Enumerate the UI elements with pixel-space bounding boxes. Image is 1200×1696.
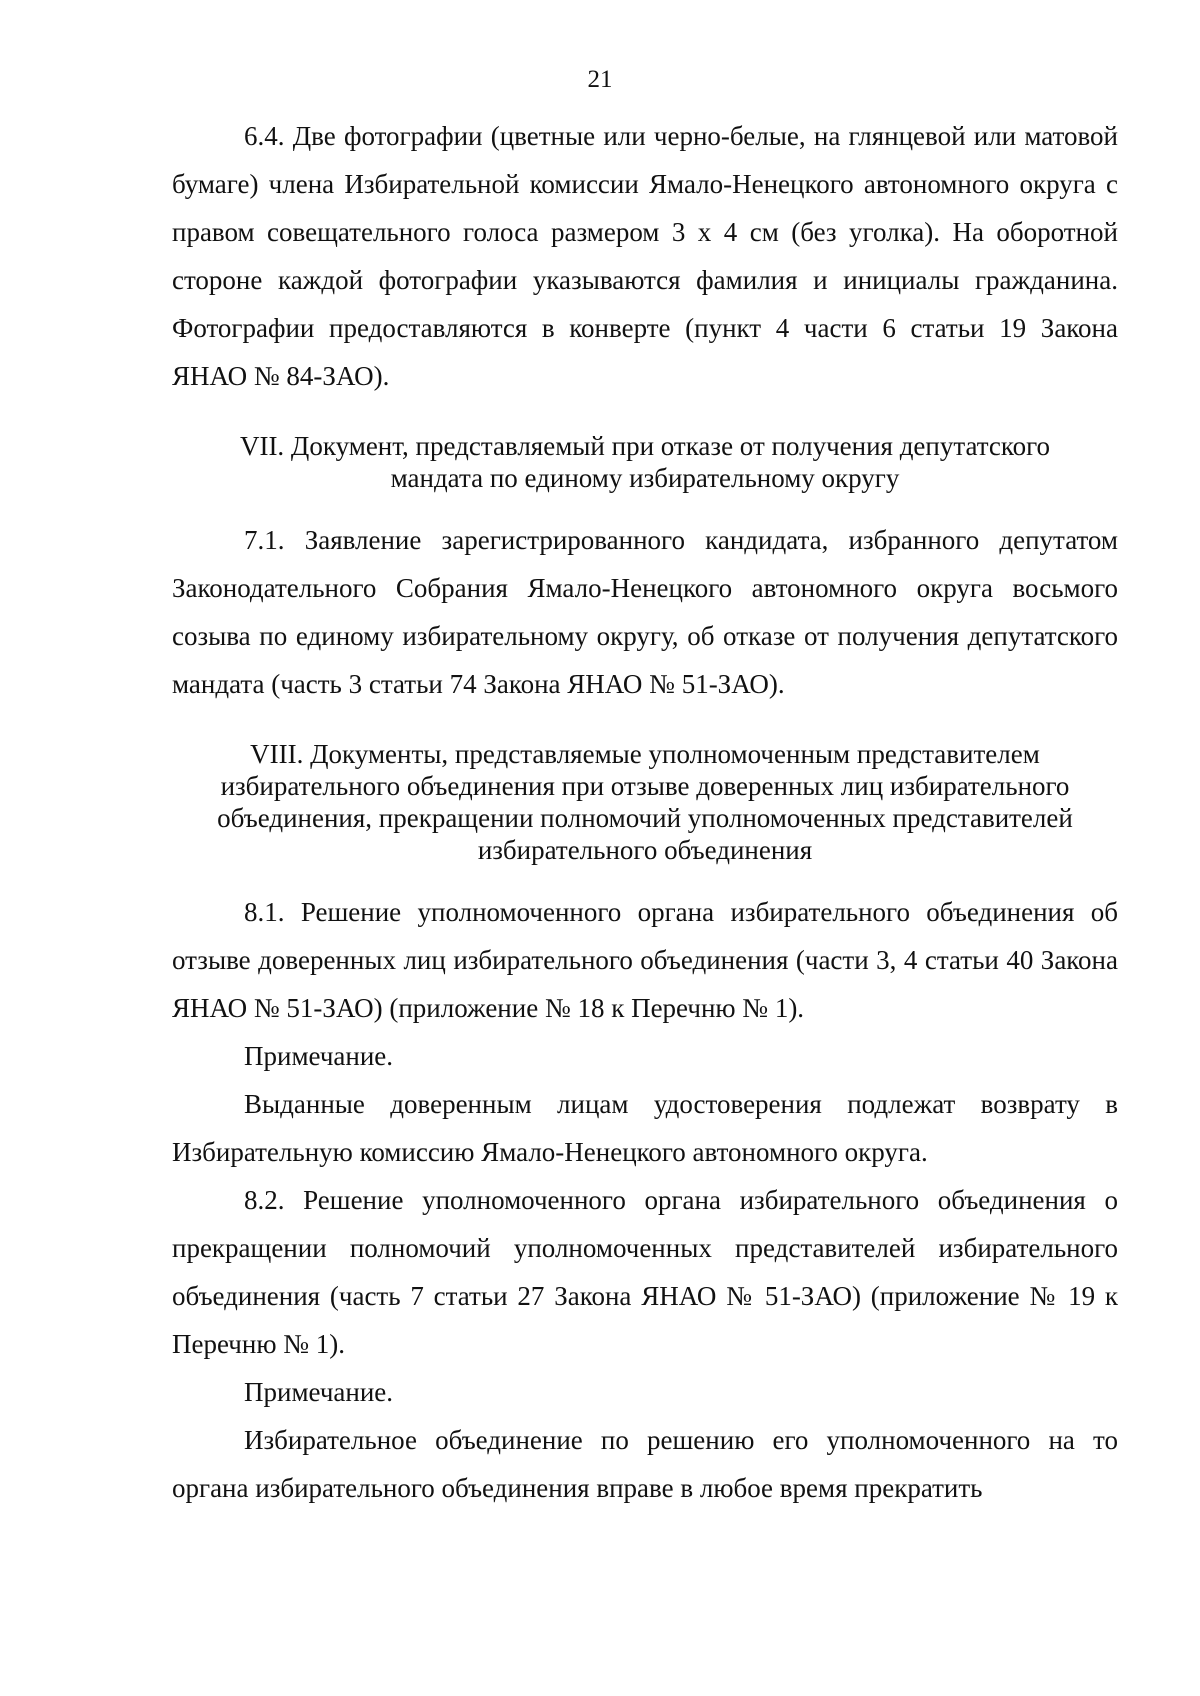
paragraph-8-2: 8.2. Решение уполномоченного органа избирательного объединения о прекращении полномочий уполномоченных представителей избирательного объединения (часть 7 статьи 27 Закона ЯНАО № 51-ЗАО) (приложение № 19 к Перечню № 1).	[172, 1185, 1118, 1359]
heading-viii-line-1: VIII. Документы, представляемые уполномоченным представителем	[250, 739, 1040, 769]
paragraph-7-1: 7.1. Заявление зарегистрированного кандидата, избранного депутатом Законодательного Собрания Ямало-Ненецкого автономного округа восьмого созыва по единому избирательному округу, об отказе от получения депутатского мандата (часть 3 статьи 74 Закона ЯНАО № 51-ЗАО).	[172, 525, 1118, 699]
paragraph-8-1: 8.1. Решение уполномоченного органа избирательного объединения об отзыве доверенных лиц избирательного объединения (части 3, 4 статьи 40 Закона ЯНАО № 51-ЗАО) (приложение № 18 к Перечню № 1).	[172, 897, 1118, 1023]
note-text-1: Выданные доверенным лицам удостоверения подлежат возврату в Избирательную комиссию Ямало-Ненецкого автономного округа.	[172, 1089, 1118, 1167]
heading-viii-line-3: объединения, прекращении полномочий уполномоченных представителей	[217, 803, 1073, 833]
note-label-2: Примечание.	[244, 1377, 394, 1407]
document-body	[172, 112, 1118, 1512]
section-heading-vii	[172, 430, 1118, 494]
note-text-2: Избирательное объединение по решению его уполномоченного на то органа избирательного объединения вправе в любое время прекратить	[172, 1425, 1118, 1503]
heading-viii-line-2: избирательного объединения при отзыве доверенных лиц избирательного	[220, 771, 1070, 801]
paragraph-6-4: 6.4. Две фотографии (цветные или черно-белые, на глянцевой или матовой бумаге) члена Избирательной комиссии Ямало-Ненецкого автономного округа с правом совещательного голоса размером 3 х 4 см (без уголка). На оборотной стороне каждой фотографии указываются фамилия и инициалы гражданина. Фотографии предоставляются в конверте (пункт 4 части 6 статьи 19 Закона ЯНАО № 84-ЗАО).	[172, 121, 1118, 391]
page-number: 21	[587, 66, 613, 93]
heading-viii-line-4: избирательного объединения	[477, 835, 813, 865]
heading-vii-line-1: VII. Документ, представляемый при отказе от получения депутатского	[239, 431, 1051, 461]
section-heading-viii	[172, 738, 1118, 866]
heading-vii-line-2: мандата по единому избирательному округу	[390, 463, 900, 493]
note-label-1: Примечание.	[244, 1041, 394, 1071]
